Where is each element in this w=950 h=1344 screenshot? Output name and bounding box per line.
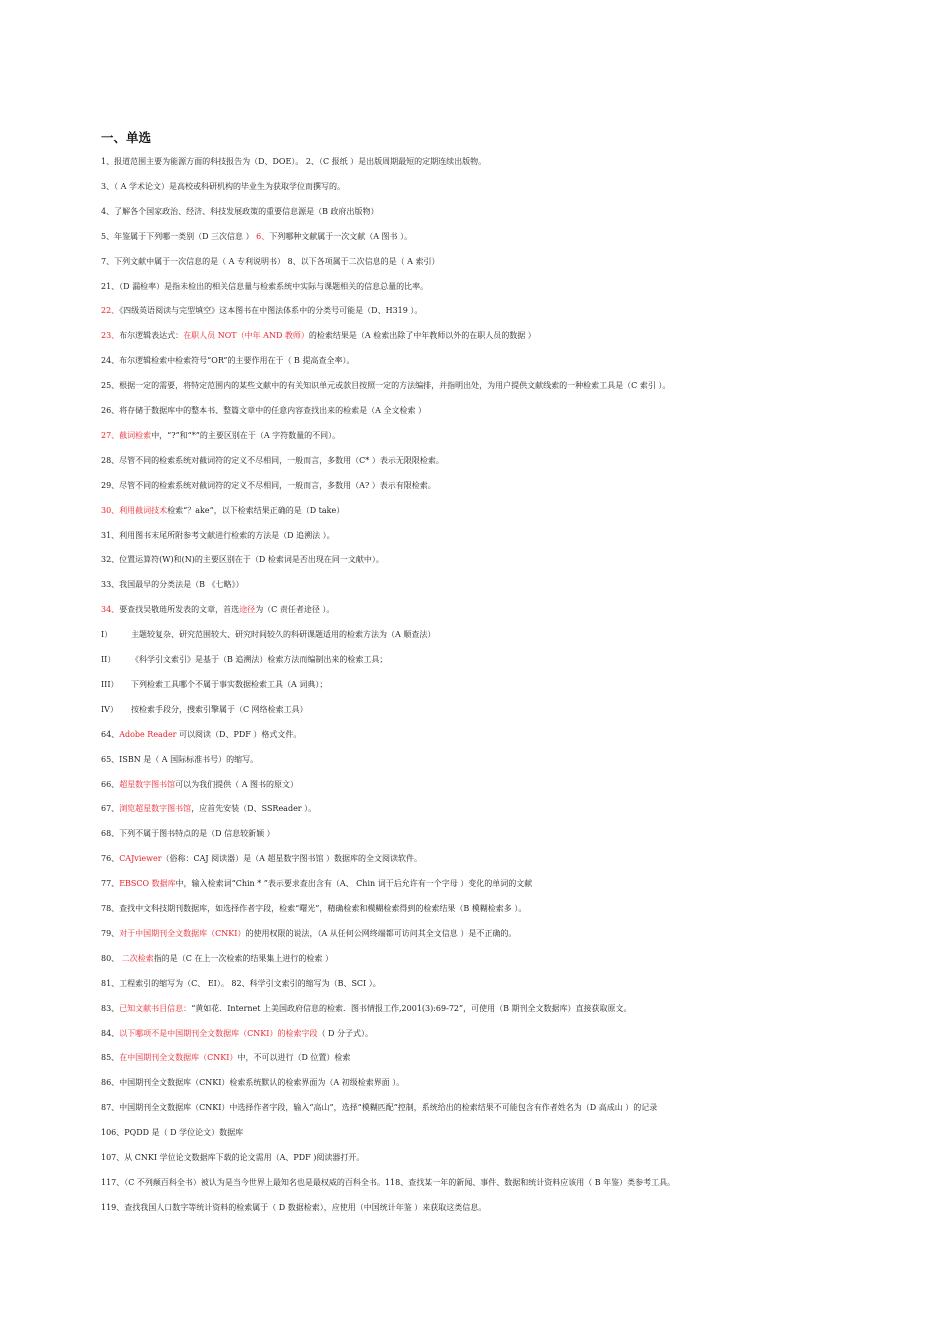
question-line: [101, 629, 931, 640]
question-line: [101, 679, 931, 690]
question-line: [101, 1077, 931, 1088]
question-text: （俗称：CAJ 阅读器）是（A 超星数字图书馆 ）数据库的全文阅读软件。: [161, 854, 423, 864]
question-text: 1、报道范围主要为能源方面的科技报告为（D、DOE）。 2、（C 报纸 ）是出版周期最短的定期连续出版物。: [101, 157, 487, 166]
roman-numeral: II）: [101, 655, 116, 664]
question-line: [101, 1028, 931, 1039]
question-text: 按检索手段分，搜索引擎属于（C 网络检索工具）: [131, 704, 308, 714]
highlighted-text: 6、: [253, 231, 270, 241]
question-text: 33、我国最早的分类法是（B 《七略》）: [101, 580, 244, 590]
section-heading: 一、单选: [101, 130, 152, 145]
question-text: 81、工程索引的缩写为（C、 EI）。 82、科学引文索引的缩写为（B、SCI ）。: [101, 978, 381, 988]
question-line: [101, 1003, 931, 1014]
question-text: 107、从 CNKI 学位论文数据库下载的论文需用（A、PDF )阅读器打开。: [101, 1153, 365, 1162]
question-text: 84、: [101, 1028, 120, 1038]
question-text: 31、利用图书末尾所附参考文献进行检索的方法是（D 追溯法 ）。: [101, 530, 335, 540]
question-line: [101, 256, 931, 267]
question-text: 24、布尔逻辑检索中检索符号“OR”的主要作用在于（ B 提高查全率）。: [101, 356, 355, 366]
question-line: [101, 579, 931, 590]
question-text: ，应首先安装（D、SSReader ）。: [191, 804, 317, 814]
question-text: 的检索结果是（A 检索出除了中年教师以外的在职人员的数据 ）: [308, 331, 536, 341]
highlighted-text: 已知文献书目信息：: [119, 1003, 192, 1013]
question-line: [101, 704, 931, 715]
question-text: 79、: [101, 928, 120, 938]
question-line: [101, 878, 931, 889]
question-text: 《四级英语阅读与完型填空》这本图书在中图法体系中的分类号可能是（D、H319 ）。: [119, 306, 423, 316]
question-line: [101, 554, 931, 565]
question-line: [101, 604, 931, 615]
question-text: “黄如花．Internet 上美国政府信息的检索．图书情报工作,2001(3):69-72”，可使用（B 期刊全文数据库）直接获取原文。: [191, 1003, 632, 1013]
question-line: [101, 828, 931, 839]
question-text: 32、位置运算符(W)和(N)的主要区别在于（D 检索词是否出现在同一文献中）。: [101, 555, 384, 565]
question-text: 指的是（C 在上一次检索的结果集上进行的检索 ）: [153, 953, 333, 963]
question-text: 66、: [101, 779, 120, 789]
question-line: [101, 355, 931, 366]
question-text: 21、（D 漏检率）是指未检出的相关信息量与检索系统中实际与课题相关的信息总量的比率。: [101, 281, 429, 291]
question-text: 67、: [101, 804, 120, 814]
question-line: [101, 1052, 931, 1063]
question-text: 26、将存储于数据库中的整本书、整篇文章中的任意内容查找出来的检索是（A 全文检索 ）: [101, 406, 427, 415]
question-text: 下列检索工具哪个不属于事实数据检索工具（A 词典）；: [131, 679, 328, 689]
question-text: （ D 分子式）。: [317, 1028, 373, 1038]
question-line: [101, 480, 931, 491]
question-line: [101, 181, 931, 192]
question-text: 中，“?”和“*”的主要区别在于（A 字符数量的不同）。: [151, 430, 341, 440]
question-text: 76、: [101, 854, 120, 864]
question-text: 77、: [101, 879, 120, 889]
question-text: 86、中国期刊全文数据库（CNKI）检索系统默认的检索界面为（A 初级检索界面 ）。: [101, 1078, 405, 1088]
question-text: 83、: [101, 1003, 120, 1013]
question-text: 78、查找中文科技期刊数据库，如选择作者字段，检索“曙光”，精确检索和模糊检索得到的检索结果（B 模糊检索多 ）。: [101, 904, 527, 913]
question-text: 117、（C 不列颠百科全书）被认为是当今世界上最知名也是最权威的百科全书。118、查找某一年的新闻、事件、数据和统计资料应该用（ B 年鉴）类参考工具。: [101, 1177, 676, 1187]
highlighted-text: 22、: [101, 306, 120, 316]
question-text: 87、中国期刊全文数据库（CNKI）中选择作者字段，输入“高山”，选择“模糊匹配”控制，系统给出的检索结果不可能包含有作者姓名为（D 高成山 ）的记录: [101, 1103, 658, 1113]
question-text: 检索“？ake”，以下检索结果正确的是（D take）: [167, 505, 345, 515]
question-line: [101, 803, 931, 814]
highlighted-text: 27、截词检索: [101, 430, 152, 440]
question-text: 主题较复杂、研究范围较大、研究时间较久的科研课题适用的检索方法为（A 顺查法）: [131, 630, 436, 640]
highlighted-text: 途径: [239, 605, 256, 615]
question-text: 3、（ A 学术论文）是高校或科研机构的毕业生为获取学位而撰写的。: [101, 181, 345, 191]
question-line: [101, 1202, 931, 1213]
question-text: 85、: [101, 1053, 120, 1063]
question-line: [101, 903, 931, 914]
roman-numeral: III）: [101, 679, 119, 689]
question-line: [101, 754, 931, 765]
question-line: [101, 505, 931, 516]
question-text: 25、根据一定的需要，将特定范围内的某些文献中的有关知识单元或款目按照一定的方法编排，并指明出处，为用户提供文献线索的一种检索工具是（C 索引 ）。: [101, 381, 671, 391]
question-text: 为（C 责任者途径 ）。: [255, 605, 335, 615]
question-line: [101, 156, 931, 167]
question-text: 的使用权限的说法，（A 从任何公网终端都可访问其全文信息 ）是不正确的。: [245, 928, 517, 938]
question-text: 要查找吴敬琏所发表的文章，首选: [119, 605, 240, 615]
question-line: [101, 953, 931, 964]
question-line: [101, 1127, 931, 1138]
question-text: 布尔逻辑表达式：: [119, 331, 184, 341]
question-line: [101, 654, 931, 665]
question-text: 可以为我们提供（ A 图书的原文）: [175, 779, 299, 789]
question-text: 29、尽管不同的检索系统对截词符的定义不尽相同，一般而言，多数用（A? ）表示有限检索。: [101, 480, 436, 490]
question-line: [101, 1102, 931, 1113]
highlighted-text: 浏览超星数字图书馆: [119, 804, 192, 814]
highlighted-text: 30、利用截词技术: [101, 505, 168, 515]
question-text: 5、年鉴属于下列哪一类别（D 三次信息 ）: [101, 231, 254, 241]
highlighted-text: 以下哪项不是中国期刊全文数据库（CNKI）的检索字段: [119, 1028, 318, 1038]
question-line: [101, 729, 931, 740]
roman-numeral: IV）: [101, 704, 118, 714]
question-line: [101, 1177, 931, 1188]
question-line: [101, 455, 931, 466]
question-line: [101, 231, 931, 242]
question-line: [101, 281, 931, 292]
question-line: [101, 380, 931, 391]
question-text: 可以阅读（D、PDF ）格式文件。: [176, 729, 302, 739]
question-text: 下列哪种文献属于一次文献（A 图书 ）。: [269, 231, 413, 241]
highlighted-text: 在中国期刊全文数据库（CNKI）: [119, 1053, 238, 1063]
highlighted-text: 超星数字图书馆: [119, 779, 176, 789]
question-text: 80、: [101, 953, 122, 963]
highlighted-text: 对于中国期刊全文数据库（CNKI）: [119, 928, 246, 938]
question-line: [101, 305, 931, 316]
highlighted-text: 23、: [101, 331, 120, 341]
question-text: 28、尽管不同的检索系统对截词符的定义不尽相同，一般而言，多数用（C* ）表示无限限检索。: [101, 455, 444, 465]
question-line: [101, 1152, 931, 1163]
roman-numeral: I）: [101, 630, 113, 640]
question-text: 65、ISBN 是（ A 国际标准书号）的缩写。: [101, 754, 259, 764]
question-line: [101, 978, 931, 989]
question-line: [101, 206, 931, 217]
question-line: [101, 430, 931, 441]
question-text: 中，输入检索词“Chin * ”表示要求查出含有（A、 Chin 词干后允许有一个字母 ）变化的单词的文献: [175, 879, 533, 889]
highlighted-text: 34、: [101, 605, 120, 615]
question-line: [101, 779, 931, 790]
highlighted-text: Adobe Reader: [119, 729, 177, 739]
question-text: 4、了解各个国家政治、经济、科技发展政策的重要信息源是（B 政府出版物）: [101, 206, 379, 216]
question-line: [101, 928, 931, 939]
question-line: [101, 530, 931, 541]
question-text: 106、PQDD 是（ D 学位论文）数据库: [101, 1128, 244, 1138]
highlighted-text: CAJviewer: [119, 854, 162, 864]
question-text: 中，不可以进行（D 位置）检索: [237, 1053, 351, 1063]
question-line: [101, 853, 931, 864]
question-text: 119、查找我国人口数字等统计资料的检索属于（ D 数据检索），应使用（中国统计年鉴 ）来获取这类信息。: [101, 1202, 487, 1212]
question-text: 《科学引文索引》是基于（B 追溯法）检索方法而编制出来的检索工具；: [131, 655, 388, 664]
highlighted-text: 在职人员 NOT（中年 AND 教师）: [183, 331, 309, 341]
question-line: [101, 330, 931, 341]
question-text: 7、下列文献中属于一次信息的是（ A 专利说明书） 8、以下各项属于二次信息的是（ A 索引）: [101, 256, 440, 266]
highlighted-text: EBSCO 数据库: [119, 879, 176, 889]
question-line: [101, 405, 931, 416]
question-text: 68、下列不属于图书特点的是（D 信息较新颖 ）: [101, 829, 275, 839]
question-text: 64、: [101, 729, 120, 739]
highlighted-text: 二次检索: [121, 953, 154, 963]
